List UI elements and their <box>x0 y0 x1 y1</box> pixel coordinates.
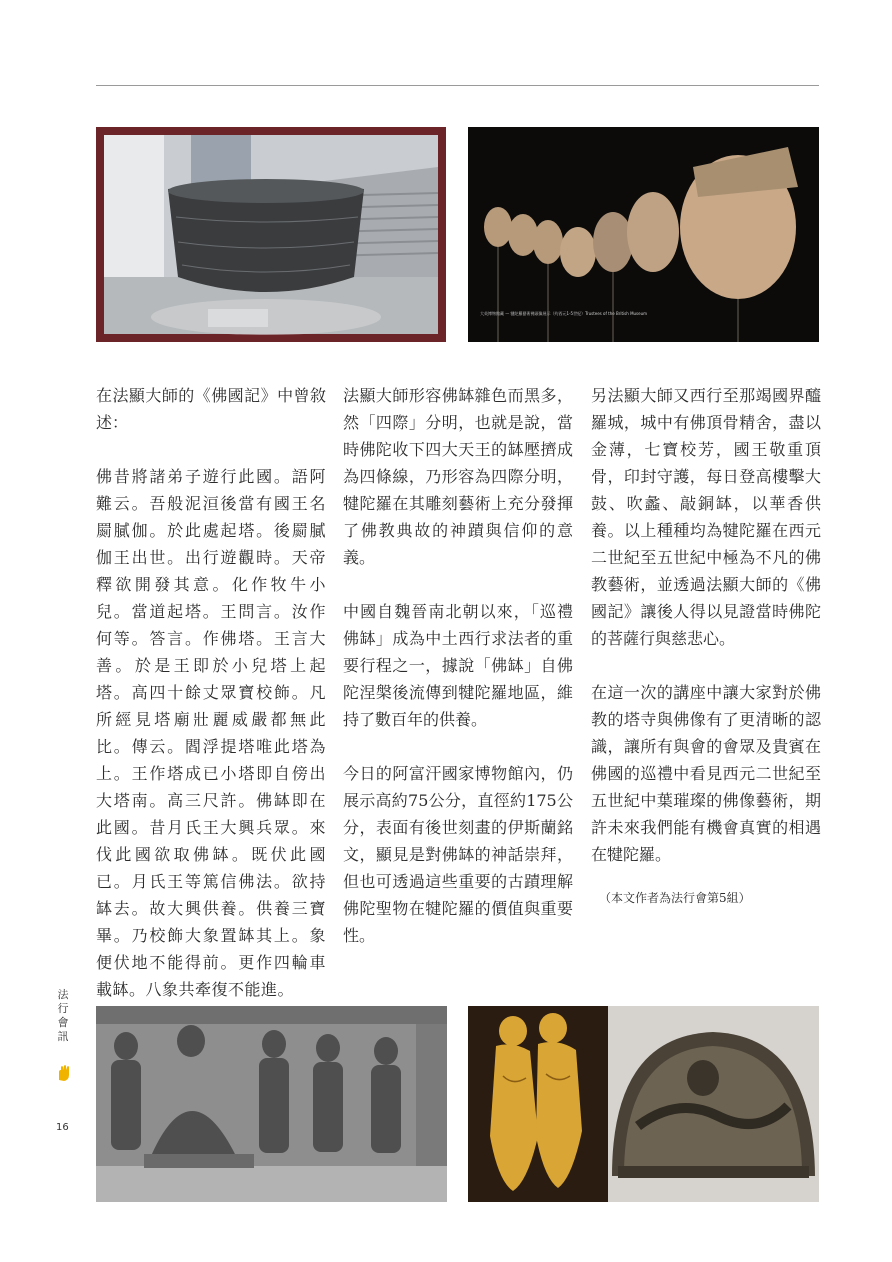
article-column-2 <box>343 382 573 976</box>
gandhara-heads-photo <box>468 127 819 342</box>
author-credit: （本文作者為法行會第5組） <box>599 891 751 905</box>
paragraph-pilgrimage: 中國自魏晉南北朝以來，「巡禮佛缽」成為中土西行求法者的重要行程之一，據說「佛缽」自佛陀涅槃後流傳到犍陀羅地區，維持了數百年的供養。 <box>343 602 573 729</box>
heads-photo-caption: 大英博物館藏 — 犍陀羅藝術佛頭像展示（約西元1-5世紀）Trustees of the British Museum <box>480 311 648 316</box>
gold-figures-photo <box>468 1006 608 1202</box>
page-number: 16 <box>56 1122 69 1133</box>
paragraph-nagarahara: 另法顯大師又西行至那竭國界醯羅城，城中有佛頂骨精舍，盡以金薄，七寶校芳，國王敬重頂骨，印封守護，每日登高樓擊大鼓、吹蠡、敲銅缽，以華香供養。以上種種均為犍陀羅在西元二世紀至五世紀中極為不凡的佛教藝術，並透過法顯大師的《佛國記》讓後人得以見證當時佛陀的菩薩行與慈悲心。 <box>591 386 821 648</box>
buddha-frieze-photo <box>96 1006 447 1202</box>
foguoji-quote: 佛昔將諸弟子遊行此國。語阿難云。吾般泥洹後當有國王名罽膩伽。於此處起塔。後罽膩伽王出世。出行遊觀時。天帝釋欲開發其意。化作牧牛小兒。當道起塔。王問言。汝作何等。答言。作佛塔。王言大善。於是王即於小兒塔上起塔。高四十餘丈眾寶校飾。凡所經見塔廟壯麗威嚴都無此比。傳云。閻浮提塔唯此塔為上。王作塔成已小塔即自傍出大塔南。高三尺許。佛缽即在此國。昔月氏王大興兵眾。來伐此國欲取佛缽。既伏此國已。月氏王等篤信佛法。欲持缽去。故大興供養。供養三寶畢。乃校飾大象置缽其上。象便伏地不能得前。更作四輪車載缽。八象共牽復不能進。 <box>96 467 326 999</box>
paragraph-bowl-description: 法顯大師形容佛缽雜色而黑多，然「四際」分明，也就是說，當時佛陀收下四大天王的缽壓擠成為四條線，乃形容為四際分明，犍陀羅在其雕刻藝術上充分發揮了佛教典故的神蹟與信仰的意義。 <box>343 386 573 567</box>
header-rule <box>96 85 819 86</box>
article-column-1 <box>96 382 326 1030</box>
article-column-3 <box>591 382 821 934</box>
paragraph-conclusion: 在這一次的講座中讓大家對於佛教的塔寺與佛像有了更清晰的認識，讓所有與會的會眾及貴賓在佛國的巡禮中看見西元二世紀至五世紀中葉璀璨的佛像藝術，期許未來我們能有機會真實的相遇在犍陀羅。 <box>591 683 821 864</box>
buddha-bowl-photo <box>96 127 446 342</box>
bronze-medallion-photo <box>608 1006 819 1202</box>
paragraph-kabul-museum: 今日的阿富汗國家博物館內，仍展示高約75公分，直徑約175公分，表面有後世刻畫的伊斯蘭銘文，顯見是對佛缽的神話崇拜，但也可透過這些重要的古蹟理解佛陀聖物在犍陀羅的價值與重要性。 <box>343 764 573 945</box>
lotus-hand-icon <box>56 1064 72 1082</box>
intro-paragraph: 在法顯大師的《佛國記》中曾敘述： <box>96 386 326 432</box>
newsletter-title: 法行會訊 <box>57 988 69 1043</box>
